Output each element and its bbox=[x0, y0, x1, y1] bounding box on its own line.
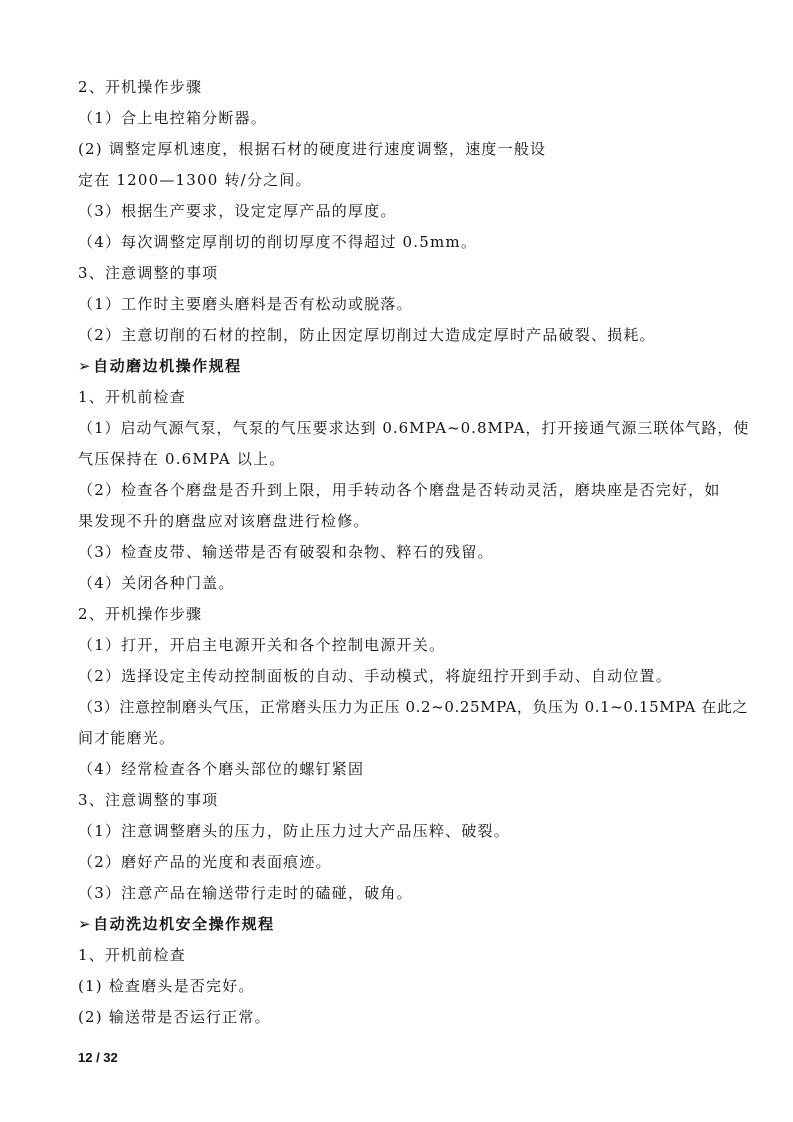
heading-text: 自动磨边机操作规程 bbox=[93, 357, 242, 375]
paragraph: （1）工作时主要磨头磨料是否有松动或脱落。 bbox=[78, 295, 413, 313]
paragraph: （4）关闭各种门盖。 bbox=[78, 574, 235, 592]
paragraph: 定在 1200—1300 转/分之间。 bbox=[78, 171, 312, 189]
paragraph: （1）打开，开启主电源开关和各个控制电源开关。 bbox=[78, 636, 446, 654]
heading-text: 自动洗边机安全操作规程 bbox=[93, 915, 275, 933]
paragraph: (1) 检查磨头是否完好。 bbox=[78, 977, 255, 995]
paragraph: （3）注意产品在输送带行走时的磕碰，破角。 bbox=[78, 884, 413, 902]
paragraph: （4）每次调整定厚削切的削切厚度不得超过 0.5mm。 bbox=[78, 233, 478, 251]
paragraph: （2）检查各个磨盘是否升到上限，用手转动各个磨盘是否转动灵活，磨块座是否完好，如 bbox=[78, 481, 721, 499]
section-title: 3、注意调整的事项 bbox=[78, 264, 219, 282]
section-title: 1、开机前检查 bbox=[78, 946, 186, 964]
heading-washing-machine bbox=[78, 914, 275, 934]
arrow-bullet-icon: ➢ bbox=[78, 915, 93, 933]
paragraph: （2）磨好产品的光度和表面痕迹。 bbox=[78, 853, 332, 871]
paragraph: （2）主意切削的石材的控制，防止因定厚切削过大造成定厚时产品破裂、损耗。 bbox=[78, 326, 656, 344]
paragraph: （3）注意控制磨头气压，正常磨头压力为正压 0.2~0.25MPA，负压为 0.1~0.15MPA 在此之 bbox=[78, 698, 749, 716]
paragraph: (2) 输送带是否运行正常。 bbox=[78, 1008, 271, 1026]
heading-grinding-machine bbox=[78, 356, 242, 376]
paragraph: 间才能磨光。 bbox=[78, 729, 176, 747]
page-number: 12 / 32 bbox=[78, 1050, 118, 1065]
arrow-bullet-icon: ➢ bbox=[78, 357, 93, 375]
paragraph: 气压保持在 0.6MPA 以上。 bbox=[78, 450, 286, 468]
paragraph: (2) 调整定厚机速度，根据石材的硬度进行速度调整，速度一般设 bbox=[78, 140, 547, 158]
paragraph: （1）合上电控箱分断器。 bbox=[78, 109, 267, 127]
section-title: 1、开机前检查 bbox=[78, 388, 186, 406]
section-title: 2、开机操作步骤 bbox=[78, 605, 203, 623]
paragraph: （3）检查皮带、输送带是否有破裂和杂物、粹石的残留。 bbox=[78, 543, 494, 561]
paragraph: （2）选择设定主传动控制面板的自动、手动模式，将旋纽拧开到手动、自动位置。 bbox=[78, 667, 672, 685]
paragraph: 果发现不升的磨盘应对该磨盘进行检修。 bbox=[78, 512, 370, 530]
paragraph: （1）注意调整磨头的压力，防止压力过大产品压粹、破裂。 bbox=[78, 822, 510, 840]
paragraph: （1）启动气源气泵，气泵的气压要求达到 0.6MPA~0.8MPA，打开接通气源三联体气路，使 bbox=[78, 419, 750, 437]
section-title: 2、开机操作步骤 bbox=[78, 78, 203, 96]
paragraph: （3）根据生产要求，设定定厚产品的厚度。 bbox=[78, 202, 397, 220]
section-title: 3、注意调整的事项 bbox=[78, 791, 219, 809]
paragraph: （4）经常检查各个磨头部位的螺钉紧固 bbox=[78, 760, 365, 778]
